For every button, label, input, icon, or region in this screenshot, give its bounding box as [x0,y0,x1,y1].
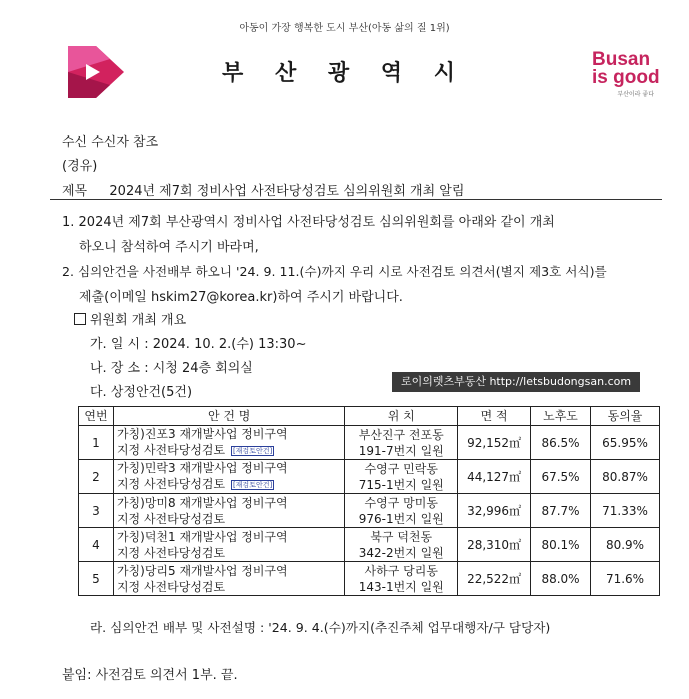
row-name [113,494,344,528]
agenda-table [78,406,660,596]
brand-line-2: is good [592,67,660,88]
date-line: 가. 일 시 : 2024. 10. 2.(수) 13:30~ [90,337,307,352]
row-aging: 86.5% [531,426,591,460]
table-row [79,562,660,596]
row-aging: 80.1% [531,528,591,562]
org-title: 부 산 광 역 시 [222,61,467,86]
watermark: 로이의렛츠부동산 http://letsbudongsan.com [392,372,640,392]
location-line2: 143-1번지 일원 [358,579,444,594]
review-tag: [재검토안건] [232,446,273,455]
row-area: 32,996㎡ [458,494,531,528]
name-line1: 가칭)민락3 재개발사업 정비구역 [116,461,288,476]
header-no: 연번 [79,407,114,426]
location-line1: 수영구 망미동 [364,495,438,510]
row-area: 44,127㎡ [458,460,531,494]
name-line1: 가칭)당리5 재개발사업 정비구역 [116,563,288,578]
recipient: 수신 수신자 참조 [62,135,159,150]
brand-line-1: Busan [592,49,651,70]
row-name [113,562,344,596]
header-name: 안 건 명 [113,407,344,426]
name-line2: 지정 사전타당성검토 [116,477,226,492]
item1-line1: 1. 2024년 제7회 부산광역시 정비사업 사전타당성검토 심의위원회를 아래와 같이 개최 [62,215,555,230]
row-location [345,562,458,596]
name-line2: 지정 사전타당성검토 [116,579,226,594]
header-consent: 동의율 [591,407,660,426]
row-consent: 71.6% [591,562,660,596]
row-name [113,460,344,494]
row-area: 22,522㎡ [458,562,531,596]
row-aging: 67.5% [531,460,591,494]
name-line2: 지정 사전타당성검토 [116,511,226,526]
table-row [79,460,660,494]
location-line2: 715-1번지 일원 [358,477,444,492]
brand-mark [592,50,662,98]
row-aging: 87.7% [531,494,591,528]
agenda-heading: 다. 상정안건(5건) [90,385,193,400]
row-name [113,426,344,460]
checkbox-square-icon [74,313,86,325]
row-consent: 71.33% [591,494,660,528]
table-row [79,494,660,528]
review-tag: [재검토안건] [232,480,273,489]
table-row [79,528,660,562]
row-no: 5 [79,562,114,596]
location-line2: 191-7번지 일원 [358,443,444,458]
slogan: 아동이 가장 행복한 도시 부산(아동 삶의 질 1위) [239,23,450,34]
row-location [345,528,458,562]
name-line2: 지정 사전타당성검토 [116,443,226,458]
subject-label: 제목 [62,184,88,199]
item2-line2: 제출(이메일 hskim27@korea.kr)하여 주시기 바랍니다. [79,290,403,305]
table-row [79,426,660,460]
place-line: 나. 장 소 : 시청 24층 회의실 [90,361,253,376]
table-header-row [79,407,660,426]
name-line1: 가칭)망미8 재개발사업 정비구역 [116,495,288,510]
subject: 2024년 제7회 정비사업 사전타당성검토 심의위원회 개최 알림 [109,184,465,199]
name-line1: 가칭)진포3 재개발사업 정비구역 [116,427,288,442]
location-line1: 수영구 민락동 [364,461,438,476]
distribution-line: 라. 심의안건 배부 및 사전설명 : '24. 9. 4.(수)까지(추진주체 업무대행자/구 담당자) [90,620,551,635]
row-no: 2 [79,460,114,494]
row-consent: 80.9% [591,528,660,562]
header-aging: 노후도 [531,407,591,426]
row-area: 92,152㎡ [458,426,531,460]
location-line1: 북구 덕천동 [370,529,433,544]
via: (경유) [62,159,98,174]
divider [50,199,662,200]
row-name [113,528,344,562]
row-no: 1 [79,426,114,460]
row-location [345,494,458,528]
subject-line [62,180,464,199]
row-consent: 65.95% [591,426,660,460]
row-consent: 80.87% [591,460,660,494]
header-location: 위 치 [345,407,458,426]
location-line1: 부산진구 전포동 [358,427,444,442]
location-line2: 342-2번지 일원 [358,545,444,560]
overview-heading [74,309,186,328]
item1-line2: 하오니 참석하여 주시기 바라며, [79,240,259,255]
row-location [345,460,458,494]
location-line1: 사하구 당리동 [364,563,438,578]
name-line2: 지정 사전타당성검토 [116,545,226,560]
row-area: 28,310㎡ [458,528,531,562]
attachment: 붙임: 사전검토 의견서 1부. 끝. [62,668,238,683]
row-no: 3 [79,494,114,528]
header-area: 면 적 [458,407,531,426]
location-line2: 976-1번지 일원 [358,511,444,526]
brand-tagline: 부산이라 좋다 [617,91,654,98]
row-no: 4 [79,528,114,562]
name-line1: 가칭)덕천1 재개발사업 정비구역 [116,529,288,544]
overview-heading-text: 위원회 개최 개요 [90,313,187,328]
row-location [345,426,458,460]
item2-line1: 2. 심의안건을 사전배부 하오니 '24. 9. 11.(수)까지 우리 시로 사전검토 의견서(별지 제3호 서식)를 [62,264,607,279]
row-aging: 88.0% [531,562,591,596]
